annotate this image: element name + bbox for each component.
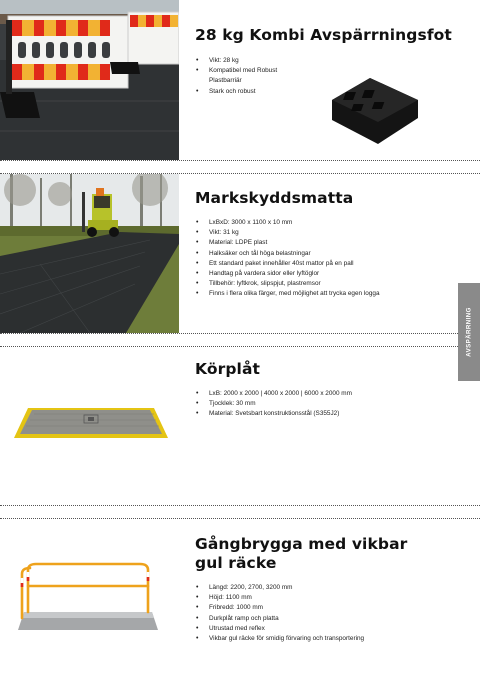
list-item: • Stark och robust xyxy=(195,87,305,97)
list-item: • LxBxD: 3000 x 1100 x 10 mm xyxy=(195,218,455,228)
spec-list-walkway xyxy=(195,583,455,644)
walkway-bridge-image xyxy=(18,562,160,634)
list-item: • Vikt: 28 kg xyxy=(195,56,305,66)
ground-mat-photo xyxy=(0,174,179,333)
side-tab xyxy=(458,283,480,381)
list-item: • Fribredd: 1000 mm xyxy=(195,603,455,613)
list-item: • Tjocklek: 30 mm xyxy=(195,399,435,409)
list-item: • Längd: 2200, 2700, 3200 mm xyxy=(195,583,455,593)
list-item: • Kompatibel med Robust Plastbarriär xyxy=(195,66,305,86)
list-item: • Material: Svetsbart konstruktionsstål (S355J2) xyxy=(195,409,435,419)
section-divider xyxy=(0,346,480,347)
section-divider xyxy=(0,333,480,334)
list-item: • Höjd: 1100 mm xyxy=(195,593,455,603)
foot-product-image xyxy=(326,70,422,146)
section-divider xyxy=(0,518,480,519)
title-line: gul räcke xyxy=(195,554,277,572)
section-divider xyxy=(0,505,480,506)
list-item: • Tillbehör: lyftkrok, slipspjut, plastremsor xyxy=(195,279,455,289)
list-item: • Handtag på vardera sidor eller lyftöglor xyxy=(195,269,455,279)
section-divider xyxy=(0,160,480,161)
list-item: • Vikt: 31 kg xyxy=(195,228,455,238)
section-title-kombi: 28 kg Kombi Avspärrningsfot xyxy=(195,26,452,44)
steel-plate-image xyxy=(14,404,168,440)
list-item: • Material: LDPE plast xyxy=(195,238,455,248)
barrier-photo xyxy=(0,0,179,160)
list-item: • Ett standard paket innehåller 40st mattor på en pall xyxy=(195,259,455,269)
side-tab-label: AVSPÄRRNING xyxy=(465,307,473,357)
section-title-plate: Körplåt xyxy=(195,360,261,378)
section-title-walkway xyxy=(195,535,407,573)
spec-list-plate xyxy=(195,389,435,420)
list-item: • Vikbar gul räcke för smidig förvaring och transportering xyxy=(195,634,455,644)
section-title-mat: Markskyddsmatta xyxy=(195,189,354,207)
spec-list-mat xyxy=(195,218,455,300)
spec-list-kombi xyxy=(195,56,305,97)
list-item: • Halksäker och tål höga belastningar xyxy=(195,249,455,259)
list-item: • Finns i flera olika färger, med möjlighet att trycka egen logga xyxy=(195,289,455,299)
list-item: • Utrustad med reflex xyxy=(195,624,455,634)
list-item: • LxB: 2000 x 2000 | 4000 x 2000 | 6000 x 2000 mm xyxy=(195,389,435,399)
list-item: • Durkplåt ramp och platta xyxy=(195,614,455,624)
title-line: Gångbrygga med vikbar xyxy=(195,535,408,553)
